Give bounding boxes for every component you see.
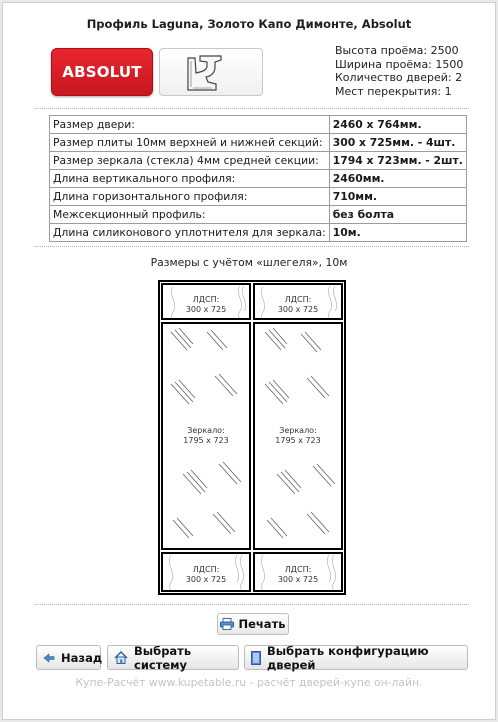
row-value: без болта [329, 206, 466, 224]
absolut-logo [51, 48, 153, 96]
ldsp-panel-top-right [253, 283, 343, 320]
ldsp-panel-top-left [161, 283, 251, 320]
mirror-size: 1795 x 723 [275, 435, 321, 445]
mirror-label: Зеркало: [279, 426, 317, 435]
ldsp-size: 300 x 725 [277, 574, 319, 584]
back-arrow-icon [43, 653, 55, 663]
logo-text: ABSOLUT [62, 63, 142, 81]
row-label: Размер зеркала (стекла) 4мм средней секции: [50, 152, 330, 170]
table-row [50, 134, 467, 152]
ldsp-size: 300 x 725 [277, 304, 319, 314]
print-button[interactable] [217, 613, 289, 635]
mirror-panel-right [253, 322, 343, 550]
mirror-label: Зеркало: [187, 426, 225, 435]
table-row [50, 116, 467, 134]
choose-config-label: Выбрать конфигурацию дверей [267, 643, 429, 672]
divider [35, 108, 469, 109]
row-value: 1794 x 723мм. - 2шт. [329, 152, 466, 170]
drawing-caption: Размеры с учётом «шлегеля», 10м [150, 256, 348, 269]
door-drawing [158, 280, 346, 595]
divider [35, 604, 469, 605]
divider [35, 246, 469, 247]
spec-doors: Количество дверей: 2 [335, 71, 463, 84]
row-value: 710мм. [329, 188, 466, 206]
row-label: Межсекционный профиль: [50, 206, 330, 224]
choose-system-button[interactable] [107, 645, 239, 670]
row-label: Размер плиты 10мм верхней и нижней секций: [50, 134, 330, 152]
row-label: Длина горизонтального профиля: [50, 188, 330, 206]
ldsp-panel-bottom-right [253, 552, 343, 592]
row-value: 2460 x 764мм. [329, 116, 466, 134]
footer-text: Купе-Расчёт www.kupetable.ru - расчёт дверей-купе он-лайн. [75, 676, 423, 689]
table-row [50, 152, 467, 170]
row-label: Длина силиконового уплотнителя для зеркала: [50, 224, 330, 242]
profile-image [159, 48, 263, 96]
row-label: Длина вертикального профиля: [50, 170, 330, 188]
row-label: Размер двери: [50, 116, 330, 134]
opening-specs [335, 44, 485, 98]
table-row [50, 206, 467, 224]
row-value: 2460мм. [329, 170, 466, 188]
table-row [50, 224, 467, 242]
ldsp-label: ЛДСП: [192, 565, 220, 574]
mirror-panel-left [161, 322, 251, 550]
table-row [50, 170, 467, 188]
page [2, 2, 496, 720]
ldsp-label: ЛДСП: [192, 295, 220, 304]
page-title: Профиль Laguna, Золото Капо Димонте, Absolut [86, 17, 412, 31]
row-value: 300 x 725мм. - 4шт. [329, 134, 466, 152]
door-config-icon [251, 651, 261, 665]
ldsp-panel-bottom-left [161, 552, 251, 592]
row-value: 10м. [329, 224, 466, 242]
choose-config-button[interactable] [244, 645, 468, 670]
ldsp-label: ЛДСП: [284, 565, 312, 574]
door-info-table [49, 115, 467, 242]
ldsp-size: 300 x 725 [185, 574, 227, 584]
profile-section-icon [160, 49, 264, 97]
table-row [50, 188, 467, 206]
home-icon [114, 651, 128, 664]
ldsp-label: ЛДСП: [284, 295, 312, 304]
mirror-size: 1795 x 723 [183, 435, 229, 445]
print-label: Печать [238, 617, 286, 631]
printer-icon [220, 618, 234, 630]
ldsp-size: 300 x 725 [185, 304, 227, 314]
back-button[interactable] [36, 645, 101, 670]
spec-height: Высота проёма: 2500 [335, 44, 459, 57]
spec-overlaps: Мест перекрытия: 1 [335, 84, 452, 98]
back-label: Назад [61, 650, 103, 665]
spec-width: Ширина проёма: 1500 [335, 57, 464, 71]
choose-system-label: Выбрать систему [134, 643, 192, 672]
